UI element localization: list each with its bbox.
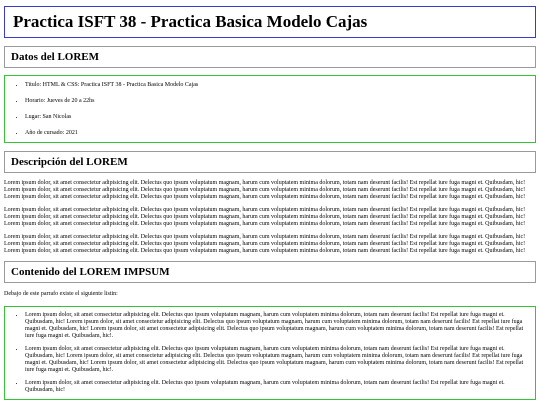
- datos-item-titulo: • Titulo: HTML & CSS: Practica ISFT 38 - Practica Basica Modelo Cajas: [25, 81, 529, 89]
- list-item: • Lorem ipsum dolor, sit amet consectetur adipisicing elit. Delectus quo ipsum voluptatum magnam, harum cum voluptatem minima dolorum, totam nam deserunt facilis! Est repellat iure fuga magni et. Quibusdam, hic! Lorem ipsum dolor, sit amet consectetur adipisicing elit. Delectus quo ipsum voluptatum magnam, harum cum voluptatem minima dolorum, totam nam deserunt facilis! Est repellat iure fuga magni et. Quibusdam, hic! Lorem ipsum dolor, sit amet consectetur adipisicing elit. Delectus quo ipsum voluptatum magnam, harum cum voluptatem minima dolorum, totam nam deserunt facilis! Est repellat iure fuga magni et. Quibusdam, hic!.: [25, 312, 529, 340]
- contenido-heading-box: [4, 261, 536, 283]
- descripcion-paragraph: Lorem ipsum dolor, sit amet consectetur adipisicing elit. Delectus quo ipsum voluptatum magnam, harum cum voluptatem minima dolorum, totam nam deserunt facilis! Est repellat iure fuga magni et. Quibusdam, hic! Lorem ipsum dolor, sit amet consectetur adipisicing elit. Delectus quo ipsum voluptatum magnam, harum cum voluptatem minima dolorum, totam nam deserunt facilis! Est repellat iure fuga magni et. Quibusdam, hic! Lorem ipsum dolor, sit amet consectetur adipisicing elit. Delectus quo ipsum voluptatum magnam, harum cum voluptatem minima dolorum, totam nam deserunt facilis! Est repellat iure fuga magni et. Quibusdam, hic!: [4, 207, 526, 227]
- datos-heading: Datos del LOREM: [11, 51, 99, 63]
- contenido-heading: Contenido del LOREM IMPSUM: [11, 266, 170, 278]
- datos-heading-box: [4, 46, 536, 68]
- datos-item-lugar: • Lugar: San Nicolas: [25, 113, 529, 121]
- descripcion-heading-box: [4, 151, 536, 173]
- page-title: Practica ISFT 38 - Practica Basica Modelo Cajas: [13, 12, 368, 31]
- contenido-list-box: [4, 306, 536, 400]
- descripcion-heading: Descripción del LOREM: [11, 156, 128, 168]
- datos-info-box: [4, 75, 536, 143]
- datos-item-anio: • Año de cursado: 2021: [25, 129, 529, 137]
- datos-list: [11, 81, 529, 137]
- title-box: [4, 6, 536, 38]
- descripcion-paragraph: Lorem ipsum dolor, sit amet consectetur adipisicing elit. Delectus quo ipsum voluptatum magnam, harum cum voluptatem minima dolorum, totam nam deserunt facilis! Est repellat iure fuga magni et. Quibusdam, hic! Lorem ipsum dolor, sit amet consectetur adipisicing elit. Delectus quo ipsum voluptatum magnam, harum cum voluptatem minima dolorum, totam nam deserunt facilis! Est repellat iure fuga magni et. Quibusdam, hic! Lorem ipsum dolor, sit amet consectetur adipisicing elit. Delectus quo ipsum voluptatum magnam, harum cum voluptatem minima dolorum, totam nam deserunt facilis! Est repellat iure fuga magni et. Quibusdam, hic!: [4, 180, 526, 200]
- descripcion-paragraph: Lorem ipsum dolor, sit amet consectetur adipisicing elit. Delectus quo ipsum voluptatum magnam, harum cum voluptatem minima dolorum, totam nam deserunt facilis! Est repellat iure fuga magni et. Quibusdam, hic! Lorem ipsum dolor, sit amet consectetur adipisicing elit. Delectus quo ipsum voluptatum magnam, harum cum voluptatem minima dolorum, totam nam deserunt facilis! Est repellat iure fuga magni et. Quibusdam, hic! Lorem ipsum dolor, sit amet consectetur adipisicing elit. Delectus quo ipsum voluptatum magnam, harum cum voluptatem minima dolorum, totam nam deserunt facilis! Est repellat iure fuga magni et. Quibusdam, hic!: [4, 234, 526, 254]
- contenido-intro: Debajo de este parrafo existe el siguiente listin:: [4, 291, 118, 297]
- datos-item-horario: • Horario: Jueves de 20 a 22hs: [25, 97, 529, 105]
- list-item: • Lorem ipsum dolor, sit amet consectetur adipisicing elit. Delectus quo ipsum voluptatum magnam, harum cum voluptatem minima dolorum, totam nam deserunt facilis! Est repellat iure fuga magni et. Quibusdam, hic! Lorem ipsum dolor, sit amet consectetur adipisicing elit. Delectus quo ipsum voluptatum magnam, harum cum voluptatem minima dolorum, totam nam deserunt facilis! Est repellat iure fuga magni et. Quibusdam, hic! Lorem ipsum dolor, sit amet consectetur adipisicing elit. Delectus quo ipsum voluptatum magnam, harum cum voluptatem minima dolorum, totam nam deserunt facilis! Est repellat iure fuga magni et. Quibusdam, hic!.: [25, 346, 529, 374]
- contenido-list: [11, 312, 529, 394]
- list-item: • Lorem ipsum dolor, sit amet consectetur adipisicing elit. Delectus quo ipsum voluptatum magnam, harum cum voluptatem minima dolorum, totam nam deserunt facilis! Est repellat iure fuga magni et. Quibusdam, hic!: [25, 380, 529, 394]
